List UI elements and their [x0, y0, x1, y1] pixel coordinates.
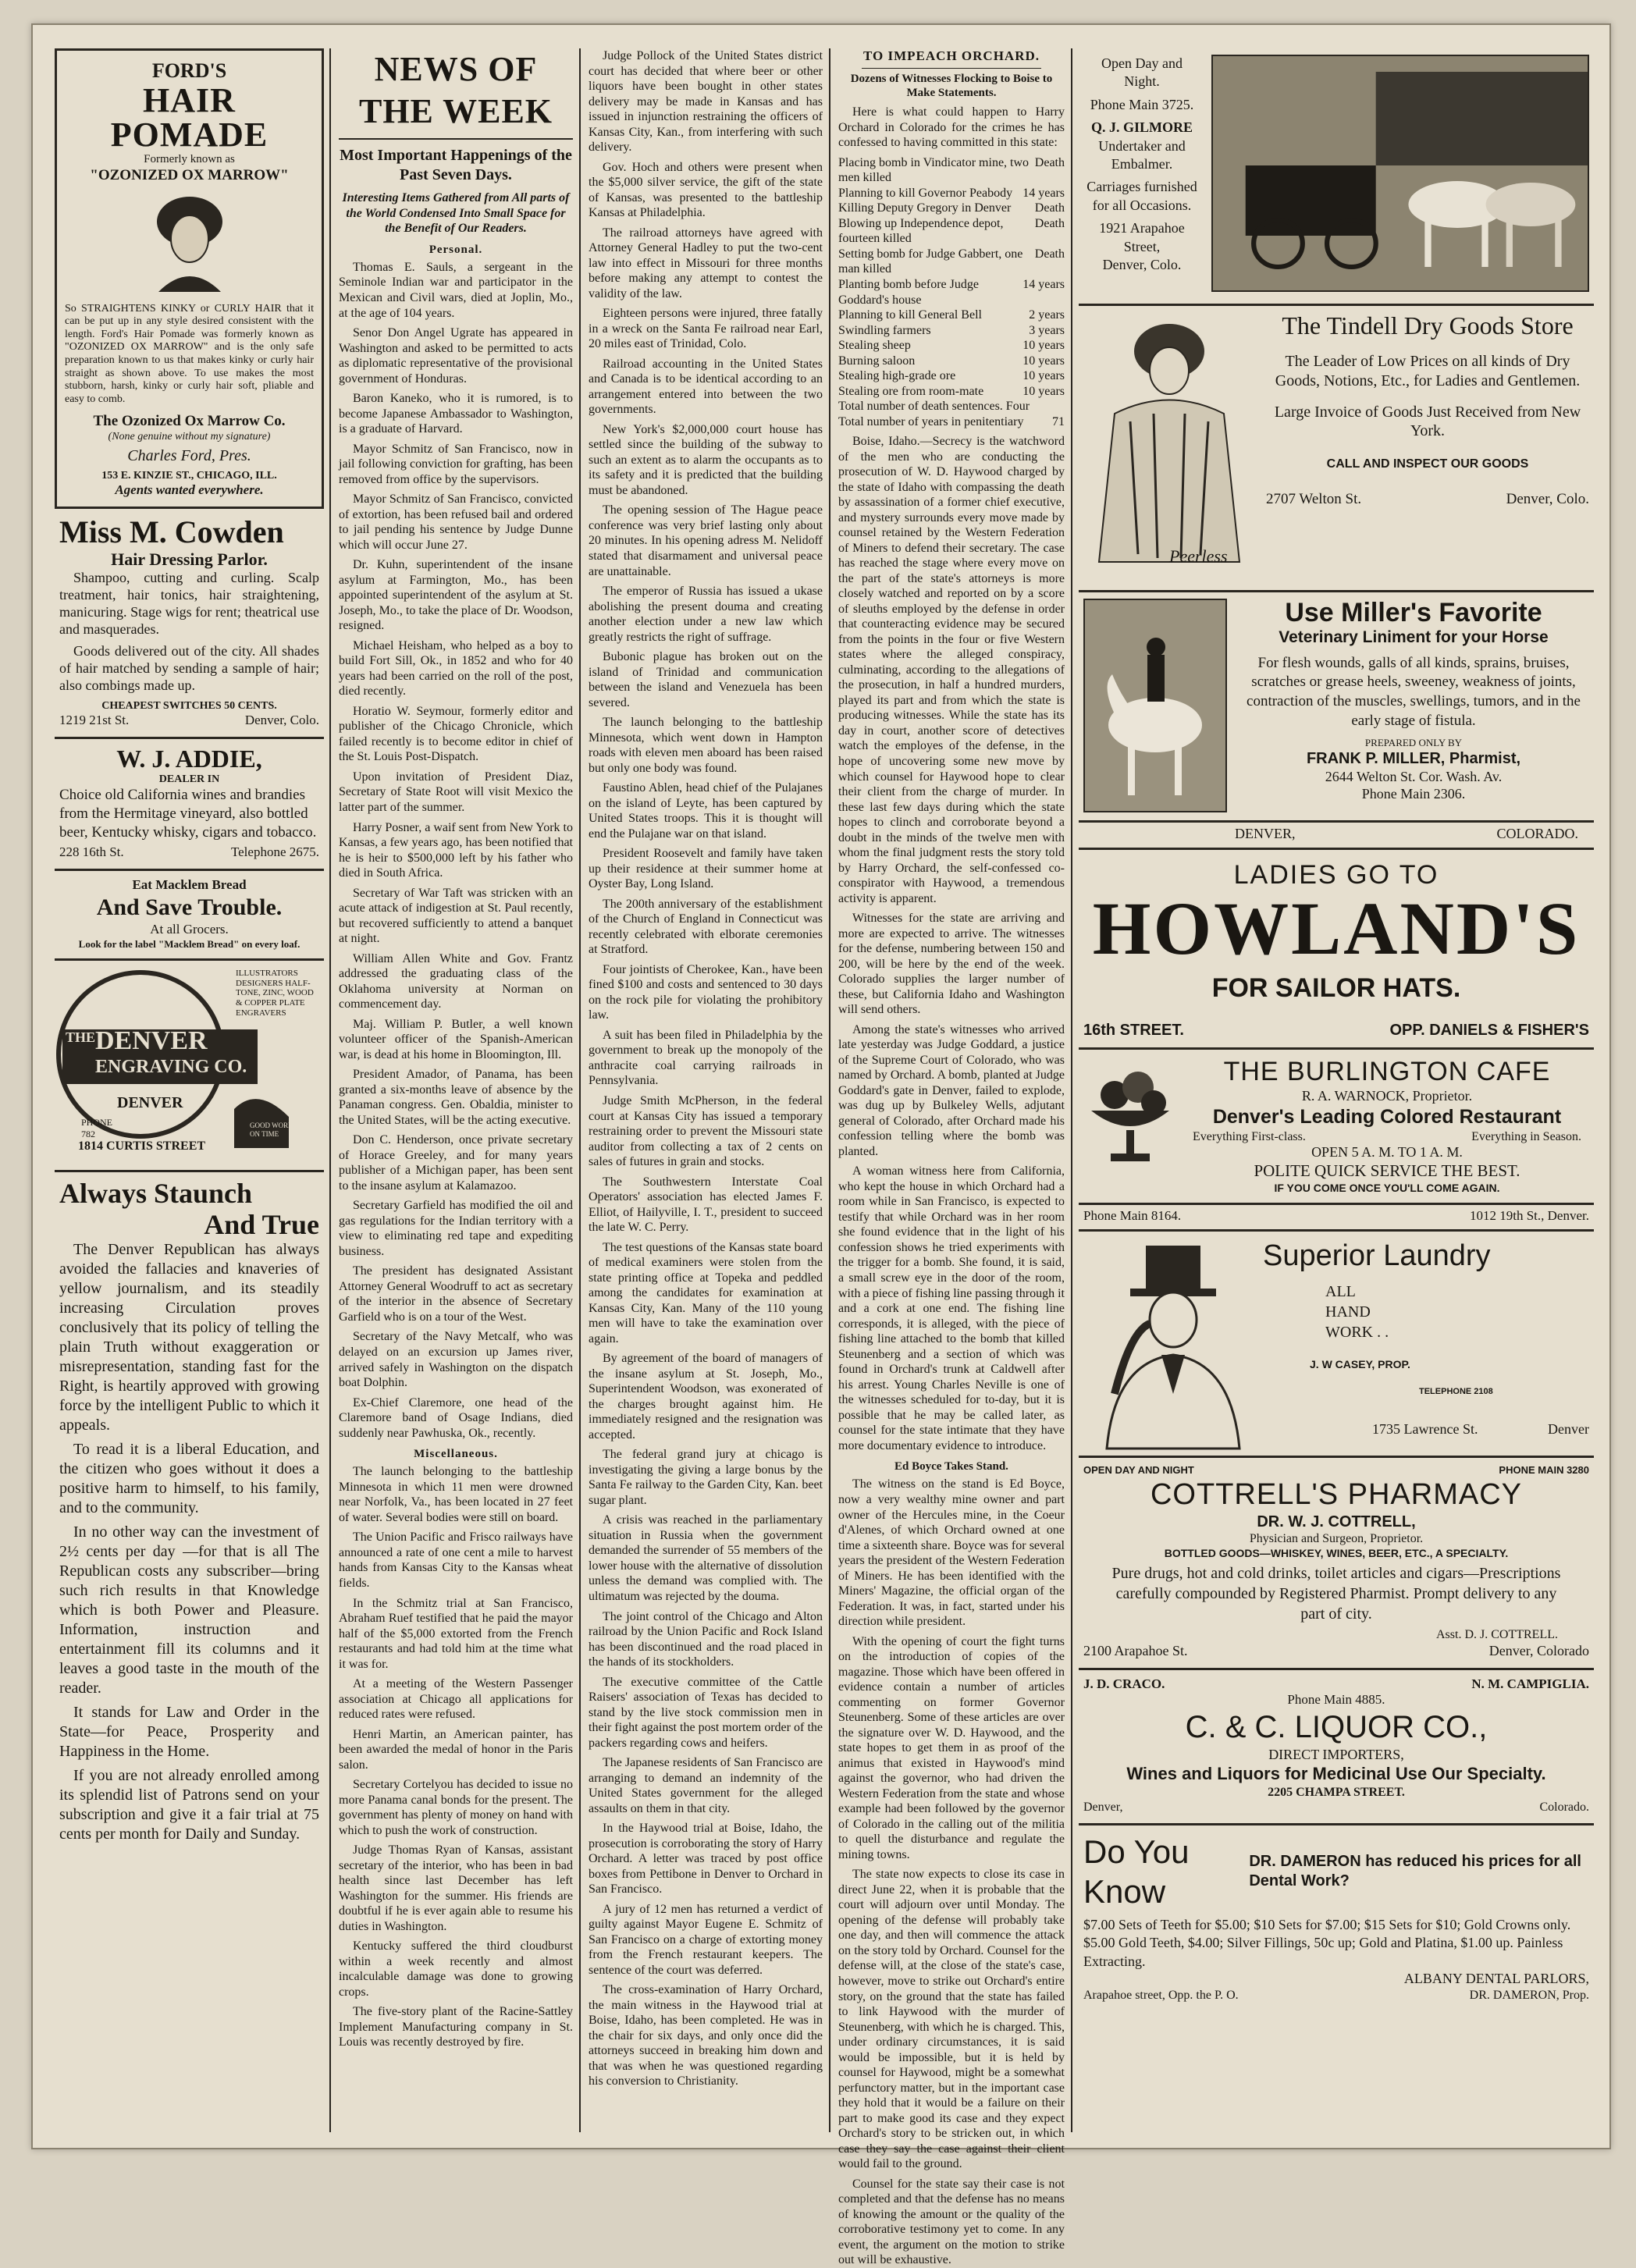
- republican-p2: To read it is a liberal Education, and the citizen who goes without it does a positive harm to himself, to his family, and to the community.: [59, 1441, 319, 1517]
- misc-heading: Miscellaneous.: [414, 1448, 498, 1461]
- horse-rider-icon: [1083, 599, 1227, 812]
- woman-portrait-icon: [65, 190, 314, 297]
- news-item: The joint control of the Chicago and Alton railroad by the Union Pacific and Rock Island has been discontinued and the road placed in the hands of its stockholders.: [589, 1609, 823, 1669]
- misc-item: The Union Pacific and Frisco railways have announced a rate of one cent a mile to harvest hands from Kansas City to the Kansas wheat fields.: [339, 1530, 573, 1590]
- personal-item: Dr. Kuhn, superintendent of the insane asylum at Farmington, Mo., has been appointed superintendent of the asylum at St. Joseph, Mo., to take the place of Dr. Woodson, resigned.: [339, 558, 573, 633]
- addie-body: Choice old California wines and brandies from the Hermitage vineyard, also bottled beer, Kentucky whisky, cigars and tobacco.: [59, 787, 317, 841]
- cottrell-title: Physician and Surgeon, Proprietor.: [1249, 1532, 1424, 1546]
- news-item: The opening session of The Hague peace conference was very brief lasting only about 20 minutes. In his opening adress M. Nelidoff stated that disarmament and universal peace are unattainable.: [589, 503, 823, 578]
- table-row: Total number of death sentences. Four: [838, 400, 1030, 414]
- liquor-street: 2205 CHAMPA STREET.: [1268, 1785, 1405, 1799]
- news-item: The federal grand jury at chicago is investigating the giving a large bonus by the Santa Fe railway to the Garden City, Kan. beet sugar plant.: [589, 1448, 823, 1507]
- engraving-ad: [55, 961, 324, 1172]
- news-item: Eighteen persons were injured, three fatally in a wreck on the Santa Fe railroad near Earl, 20 miles east of Trinidad, Colo.: [589, 307, 823, 351]
- laundry-tel: TELEPHONE 2108: [1419, 1387, 1493, 1397]
- dental-dr: DR. DAMERON, Prop.: [1469, 1989, 1589, 2003]
- tindell-name: The Tindell Dry Goods Store: [1282, 311, 1574, 339]
- table-row: Stealing sheep 10 years: [838, 339, 1065, 353]
- news-item: Judge Pollock of the United States district court has decided that where beer or other liquors have been bought in other states delivery may be made in Kansas and has issued in injunction restraining the officers of Kansas City, Kan., from interfering with such delivery.: [589, 49, 823, 155]
- engraving-services: ILLUSTRATORS DESIGNERS HALF-TONE, ZINC, WOOD & COPPER PLATE ENGRAVERS: [236, 968, 314, 1018]
- republican-title2: And True: [204, 1208, 319, 1240]
- macklem-line3: At all Grocers.: [150, 922, 229, 937]
- laundry-prop: J. W CASEY, PROP.: [1310, 1358, 1410, 1371]
- tindell-caption: Peerless: [1169, 546, 1228, 566]
- tindell-line1: The Leader of Low Prices on all kinds of Dry Goods, Notions, Etc., for Ladies and Gentlemen.: [1275, 353, 1581, 389]
- news-item: A crisis was reached in the parliamentary situation in Russia when the government demanded the surrender of 55 members of the lower house with the alternative of dissolution unless the demand was complied with. The ultimatum was rejected by the douma.: [589, 1513, 823, 1603]
- laundry-ad: [1079, 1232, 1594, 1458]
- cottrell-bottled: BOTTLED GOODS—WHISKEY, WINES, BEER, ETC., A SPECIALTY.: [1164, 1546, 1509, 1559]
- personal-item: Maj. William P. Butler, a well known volunteer officer of the Spanish-American war, is dead at his home in Bloomington, Ill.: [339, 1017, 573, 1061]
- cottrell-city: Denver, Colorado: [1488, 1642, 1589, 1658]
- orchard-paragraph: A woman witness here from California, who kept the house in which Orchard had a room while in San Francisco, is expected to testify that while Orchard was in her room she found evidence that in the light of his confession shows he tried experiments with the trigger for a bomb. She found, it is said, a small screw eye in the door of the room, with a piece of fishing line passing through it and a cork at one end. The fishing line corresponds, it is alleged, with the piece of fishing line attached to the bomb that killed Steunenberg and a section of which was found in Orchard's trunk at Caldwell after his arrest. Young Charles Neville is one of the witnesses scheduled for to-day, but it is possible that he may be called later, as counsel for the state intimate that they have more documentary evidence to introduce.: [838, 1164, 1065, 1452]
- news-item: Four jointists of Cherokee, Kan., have been fined $100 and costs and sentenced to 30 days on the rock pile for violating the prohibitory law.: [589, 962, 823, 1022]
- boyce-paragraph: Counsel for the state say their case is not completed and that the defense has no means of knowing the amount or the quality of the corroborative testimony yet to come. In any event, the argument on the motion to strike out will be exhaustive.: [838, 2177, 1065, 2267]
- cowden-switches: CHEAPEST SWITCHES 50 CENTS.: [101, 700, 277, 712]
- news-item: The Japanese residents of San Francisco are arranging to demand an indemnity of the United States government for the alleged assaults on them in that city.: [589, 1756, 823, 1815]
- news-item: A jury of 12 men has returned a verdict of guilty against Mayor Eugene E. Schmitz of San Francisco on a charge of extorting money from the French restaurant keepers. The sentence of the court was deferred.: [589, 1902, 823, 1977]
- news-item: Bubonic plague has broken out on the island of Trinidad and communication between the island and Venezuela has been severed.: [589, 650, 823, 709]
- miller-city-left: DENVER,: [1235, 825, 1296, 841]
- cowden-city: Denver, Colo.: [244, 713, 319, 728]
- laundry-line3: WORK . .: [1325, 1324, 1389, 1342]
- personal-item: The president has designated Assistant Attorney General Woodruff to act as secretary of the interior in the absence of Secretary Garfield who is on a tour of the West.: [339, 1264, 573, 1324]
- personal-item: Ex-Chief Claremore, one head of the Claremore band of Osage Indians, died suddenly near Pawhuska, Ok., recently.: [339, 1395, 573, 1440]
- pomade-brand: FORD'S: [151, 59, 227, 82]
- column-orchard: [838, 48, 1065, 2267]
- cottrell-dr: DR. W. J. COTTRELL,: [1257, 1513, 1416, 1531]
- column-news-1: [339, 48, 573, 2132]
- pomade-ad: [55, 48, 324, 509]
- news-item: By agreement of the board of managers of the insane asylum at St. Joseph, Mo., Superintendent Woodson, was exonerated of the charges brought against him. He immediately resigned and the resignation was accepted.: [589, 1352, 823, 1441]
- addie-name: W. J. ADDIE,: [116, 744, 262, 773]
- cottrell-open: OPEN DAY AND NIGHT: [1083, 1463, 1194, 1476]
- personal-item: Mayor Schmitz of San Francisco, now in jail following conviction for grafting, has been removed from office by the supervisors.: [339, 442, 573, 486]
- miller-title: Use Miller's Favorite: [1285, 597, 1542, 627]
- news-item: Gov. Hoch and others were present when the $5,000 silver service, the gift of the state of Kansas, was presented to the battleship Kansas at Philadelphia.: [589, 160, 823, 220]
- howland-ad: [1079, 850, 1594, 1050]
- cowden-name: Miss M. Cowden: [59, 514, 284, 549]
- cottrell-address: 2100 Arapahoe St.: [1083, 1642, 1188, 1658]
- news-intro: Interesting Items Gathered from All parts of the World Condensed Into Small Space for the Benefit of Our Readers.: [342, 191, 570, 236]
- personal-item: Secretary Garfield has modified the oil and gas regulations for the Indian territory with a view to eliminating red tape and expediting business.: [339, 1199, 573, 1258]
- boyce-paragraph: The state now expects to close its case in direct June 22, when it is probable that the court will adjourn over until Monday. The opening of the defense will probably take one day, and then will commence the attack on the story told by Orchard. Counsel for the defense will, at the close of the state's case, however, move to strike out Orchard's entire story, on the ground that the state has failed to link Haywood with the murder of Steunenberg, with which he is charged. This, under ordinary circumstances, it is said would be impossible, but it is held by counsel for Haywood, might be a somewhat perfunctory matter, but in the important case they hold that it would be a failure on their part to make good its case and they expect Orchard's story to be stricken out, in which case they say the case against their client would fail to the ground.: [838, 1868, 1065, 2171]
- table-row: Planning to kill Governor Peabody 14 years: [838, 186, 1065, 200]
- personal-item: Horatio W. Seymour, formerly editor and publisher of the Chicago Chronicle, which failed recently is to become editor in chief of the St. Louis Post-Dispatch.: [339, 704, 573, 764]
- engraving-phone: PHONE 782: [81, 1116, 113, 1139]
- orchard-paragraph: Boise, Idaho.—Secrecy is the watchword of the men who are conducting the prosecution of W. D. Haywood charged by the state of Idaho with compassing the death by assassination of a former chief executive, and mystery surrounds every move made by counsel retained by the Western Federation of Miners to defend their secretary. The case has reached the stage where every move on the part of the state's attorneys is more closely watched and reported on by a score of sleuths employed by the defense in order that counteracting evidence may be secured from the points in the four or five Western states where the alleged conspiracy, culminating, according to the allegations of the prosecution, in half a hundred murders, played its part and from which the state is producing witnesses. While the state has its day in court, another score of detectives watch the employes of the defense, in the hope of uncovering some new move by which counsel for Haywood hope to clear their client from the charge of murder. In these last few days during which the state hopes to clinch and corroborate beyond a doubt in the minds of the twelve men with whom the final judgment rests the story told by Harry Orchard, the self-confessed co-conspirator with Haywood, a tremendous activity is apparent.: [838, 435, 1065, 905]
- news-item: The test questions of the Kansas state board of medical examiners were stolen from the state printing office at Topeka and peddled among the candidates for examination at Kansas City, Kan. Many of the 110 young men will have to take the examination over again.: [589, 1240, 823, 1346]
- liquor-sub: DIRECT IMPORTERS,: [1268, 1746, 1404, 1762]
- liquor-right: N. M. CAMPIGLIA.: [1471, 1676, 1589, 1691]
- miller-name: FRANK P. MILLER, Pharmist,: [1306, 750, 1521, 768]
- cottrell-asst: Asst. D. J. COTTRELL.: [1436, 1628, 1558, 1642]
- engraving-name1: DENVER: [95, 1026, 208, 1055]
- liquor-ad: [1079, 1670, 1594, 1825]
- table-row: Stealing ore from room-mate 10 years: [838, 384, 1065, 398]
- news-item: President Roosevelt and family have taken up their residence at their summer home at Oyster Bay, Long Island.: [589, 847, 823, 891]
- news-item: In the Haywood trial at Boise, Idaho, the prosecution is corroborating the story of Harry Orchard. A letter was traced by post office boxes from Pettibone in Denver to Orchard in San Francisco.: [589, 1822, 823, 1897]
- republican-p1: The Denver Republican has always avoided the fallacies and knaveries of yellow journalism, and its steadily increasing Circulation proves conclusively that its policy of telling the plain Truth without exaggeration or misrepresentation, standing fast for the Right, is heartily approved with growing force by the intelligent Public to which it appeals.: [59, 1241, 319, 1434]
- personal-item: Secretary of War Taft was stricken with an acute attack of indigestion at St. Paul recently, but recovered sufficiently to attend a banquet at night.: [339, 886, 573, 946]
- dental-headline: DR. DAMERON has reduced his prices for all Dental Work?: [1249, 1853, 1581, 1889]
- pomade-former-name: "OZONIZED OX MARROW": [90, 167, 289, 184]
- news-item: The emperor of Russia has issued a ukase abolishing the present douma and creating another election under a new law which greatly restricts the right of suffrage.: [589, 585, 823, 644]
- column-news-2: [589, 48, 823, 2132]
- news-item: The cross-examination of Harry Orchard, the main witness in the Haywood trial at Boise, Idaho, has been completed. He was in the chair for six days, and only once did the attorneys succeed in breaking him down and that was when he was questioned regarding his conversion to Christianity.: [589, 1983, 823, 2088]
- liquor-left: J. D. CRACO.: [1083, 1676, 1165, 1691]
- boyce-paragraph: With the opening of court the fight turns on the introduction of copies of the magazine. Those which have been offered in evidence contain a number of articles commenting on former Governor Steunenberg. Some of these articles are over the signature over W. D. Haywood, and the state hopes to get them in as proof of the animus that existed in Haywood's mind against the governor, who had driven the Western Federation from the state and whose example had been followed by the governor of Colorado in the calling out of the militia to quell the disturbance and regulate the mining towns.: [838, 1634, 1065, 1861]
- engraving-city: DENVER: [117, 1093, 183, 1111]
- gilmore-name: Q. J. GILMORE: [1090, 119, 1193, 136]
- burlington-first: Everything First-class.: [1193, 1129, 1306, 1143]
- hearse-photo-icon: [1211, 55, 1589, 292]
- miller-phone: Phone Main 2306.: [1361, 785, 1466, 802]
- macklem-line1: Eat Macklem Bread: [132, 877, 247, 893]
- lady-portrait-icon: [1083, 312, 1255, 582]
- personal-item: Senor Don Angel Ugrate has appeared in Washington and asked to be permitted to acts as diplomatic representative of the provisional government of Honduras.: [339, 326, 573, 386]
- howland-street: 16th STREET.: [1083, 1021, 1184, 1039]
- cottrell-name: COTTRELL'S PHARMACY: [1150, 1477, 1522, 1511]
- column-rule: [329, 48, 331, 2132]
- gilmore-trade: Undertaker and Embalmer.: [1098, 137, 1186, 172]
- pomade-formerly: Formerly known as: [144, 152, 235, 165]
- personal-heading: Personal.: [429, 243, 483, 256]
- news-title: NEWS OF THE WEEK: [339, 48, 573, 140]
- cottrell-phone: PHONE MAIN 3280: [1499, 1463, 1589, 1476]
- dental-title: Do You Know: [1083, 1833, 1190, 1910]
- burlington-season: Everything in Season.: [1471, 1129, 1581, 1143]
- column-rule: [1071, 48, 1072, 2132]
- personal-item: President Amador, of Panama, has been granted a six-months leave of absence by the Panaman congress. Gen. Obaldia, minister to the United States, will be the acting executive.: [339, 1068, 573, 1127]
- burlington-phone: Phone Main 8164.: [1083, 1208, 1182, 1224]
- cottrell-ad: [1079, 1458, 1594, 1670]
- tindell-line2: Large Invoice of Goods Just Received from New York.: [1274, 403, 1581, 440]
- misc-item: Kentucky suffered the third cloudburst within a week recently and almost incalculable damage was done to growing crops.: [339, 1939, 573, 1999]
- howland-line1: LADIES GO TO: [1233, 859, 1439, 890]
- engraving-name2: ENGRAVING CO.: [95, 1056, 247, 1077]
- howland-line3: FOR SAILOR HATS.: [1211, 973, 1461, 1004]
- gilmore-open: Open Day and Night.: [1101, 55, 1183, 90]
- laundry-city: Denver: [1548, 1420, 1589, 1437]
- orchard-paragraph: Witnesses for the state are arriving and more are expected to arrive. The witnesses for the defense, numbering between 150 and 200, will be here by the end of the week. Colorado supplies the larger number of these, but California Idaho and Washington will send others.: [838, 912, 1065, 1017]
- orchard-paragraph: Among the state's witnesses who arrived late yesterday was Judge Goddard, a justice of the Supreme Court of Colorado, who was named by Orchard. A bomb, planted at Judge Goddard's gate in Denver, failed to explode, was dug up by Bulkeley Wells, adjutant general of Colorado, after Orchard made his confession telling where the bomb was planted.: [838, 1022, 1065, 1158]
- news-item: The executive committee of the Cattle Raisers' association of Texas has decided to stand by the live stock commission men in their fight against the post mortem order of the packers regarding cows and heifers.: [589, 1675, 823, 1750]
- table-row: Swindling farmers 3 years: [838, 323, 1065, 337]
- misc-item: Judge Thomas Ryan of Kansas, assistant secretary of the interior, who has been in bad health since last December has left Washington for the summer. His friends are doubtful if he is ever again able to resume his duties in Washington.: [339, 1843, 573, 1933]
- table-row: Total number of years in penitentiary 71: [838, 414, 1065, 428]
- personal-item: Michael Heisham, who helped as a boy to build Fort Sill, Ok., in 1852 and who for 40 years had been carried on the roll of the post, died recently.: [339, 638, 573, 699]
- burlington-prop: R. A. WARNOCK, Proprietor.: [1301, 1088, 1473, 1104]
- pomade-address: 153 E. KINZIE ST., CHICAGO, ILL.: [101, 469, 277, 482]
- news-item: Faustino Ablen, head chief of the Pulajanes on the island of Leyte, has been captured by United States troops. This it is thought will end the Pulajane war on that island.: [589, 781, 823, 841]
- cowden-body: Shampoo, cutting and curling. Scalp treatment, hair tonics, hair straightening, manicuring. Stage wigs for rent; theatrical use and masquerades.: [59, 570, 319, 638]
- cowden-body2: Goods delivered out of the city. All shades of hair matched by sending a sample of hair; also combings made up.: [59, 643, 319, 694]
- burlington-again: IF YOU COME ONCE YOU'LL COME AGAIN.: [1274, 1182, 1500, 1195]
- tindell-city: Denver, Colo.: [1506, 491, 1589, 508]
- gilmore-phone: Phone Main 3725.: [1090, 96, 1194, 112]
- liquor-name: C. & C. LIQUOR CO.,: [1185, 1709, 1488, 1744]
- personal-item: Upon invitation of President Diaz, Secretary of State Root will visit Mexico the latter part of the summer.: [339, 770, 573, 814]
- gilmore-city: Denver, Colo.: [1102, 256, 1182, 272]
- burlington-hours: OPEN 5 A. M. TO 1 A. M.: [1311, 1144, 1463, 1161]
- burlington-service: POLITE QUICK SERVICE THE BEST.: [1254, 1161, 1520, 1181]
- burlington-tag: Denver's Leading Colored Restaurant: [1212, 1106, 1562, 1129]
- pomade-company: The Ozonized Ox Marrow Co.: [93, 413, 286, 430]
- cottrell-body: Pure drugs, hot and cold drinks, toilet articles and cigars—Prescriptions carefully compounded by Registered Pharmist. Prompt delivery to any part of city.: [1111, 1565, 1561, 1623]
- personal-item: Thomas E. Sauls, a sergeant in the Seminole Indian war and participator in the Mexican and Civil wars, died at Joplin, Mo., at the age of 104 years.: [339, 260, 573, 320]
- republican-ad: [55, 1172, 324, 1857]
- engraving-address: 1814 CURTIS STREET: [78, 1139, 206, 1153]
- orchard-intro: Here is what could happen to Harry Orchard in Colorado for the crimes he has confessed to having committed in this state:: [838, 105, 1065, 150]
- pomade-signature: Charles Ford, Pres.: [127, 447, 251, 465]
- gentleman-top-hat-icon: [1083, 1238, 1255, 1448]
- liquor-phone: Phone Main 4885.: [1287, 1692, 1385, 1708]
- tindell-ad: [1079, 306, 1594, 592]
- personal-item: Don C. Henderson, once private secretary of Horace Greeley, and for many years publisher of a Michigan paper, has been sent to the insane asylum at Kalamazoo.: [339, 1133, 573, 1193]
- newspaper-page: [31, 23, 1611, 2267]
- macklem-line4: Look for the label "Macklem Bread" on every loaf.: [78, 938, 301, 951]
- misc-item: In the Schmitz trial at San Francisco, Abraham Ruef testified that he paid the mayor half of the $5,000 extorted from the French restaurants and had told him at the time what it was for.: [339, 1596, 573, 1671]
- tindell-address: 2707 Welton St.: [1266, 491, 1362, 508]
- table-row: Killing Deputy Gregory in Denver Death: [838, 201, 1065, 215]
- news-item: The 200th anniversary of the establishment of the Church of England in Connecticut was recently celebrated with elborate ceremonies at Stratford.: [589, 897, 823, 957]
- personal-item: Mayor Schmitz of San Francisco, convicted of extortion, has been refused bail and ordered to jail pending his sentence by Judge Dunne which will occur June 27.: [339, 492, 573, 552]
- dental-parlors: ALBANY DENTAL PARLORS,: [1403, 1971, 1589, 1987]
- laundry-line2: HAND: [1325, 1303, 1371, 1321]
- column-ads-left: [55, 48, 324, 2132]
- orchard-deck: Dozens of Witnesses Flocking to Boise to Make Statements.: [850, 72, 1053, 100]
- misc-item: Secretary Cortelyou has decided to issue no more Panama canal bonds for the present. The government has plenty of money on hand with which to push the work of construction.: [339, 1778, 573, 1837]
- miller-prepared: PREPARED ONLY BY: [1364, 737, 1463, 749]
- table-row: Planting bomb before Judge Goddard's house 14 years: [838, 278, 1065, 307]
- burlington-name: THE BURLINGTON CAFE: [1223, 1057, 1551, 1087]
- table-row: Burning saloon 10 years: [838, 354, 1065, 368]
- pomade-note: (None genuine without my signature): [108, 431, 271, 443]
- addie-dealer: DEALER IN: [158, 773, 220, 785]
- republican-title1: Always Staunch: [59, 1177, 253, 1209]
- burlington-ad: [1079, 1050, 1594, 1205]
- addie-phone: Telephone 2675.: [230, 844, 319, 860]
- news-item: New York's $2,000,000 court house has settled since the building of the subway to such an extent as to alarm the occupants as to its safety and it is predicted that the building must be abandoned.: [589, 422, 823, 497]
- personal-item: William Allen White and Gov. Frantz addressed the graduating class of the Oklahoma university at Norman on commencement day.: [339, 951, 573, 1011]
- tindell-call: CALL AND INSPECT OUR GOODS: [1326, 457, 1529, 471]
- cowden-title: Hair Dressing Parlor.: [111, 549, 268, 569]
- news-item: The Southwestern Interstate Coal Operators' association has elected James F. Elliot, of Hailyville, I. T., president to succeed the late W. C. Perry.: [589, 1175, 823, 1235]
- liquor-tag: Wines and Liquors for Medicinal Use Our Specialty.: [1126, 1763, 1546, 1783]
- republican-p5: If you are not already enrolled among its splendid list of Patrons send on your subscription and give it a fair trial at 75 cents per month for Daily and Sunday.: [59, 1767, 319, 1843]
- dental-address: Arapahoe street, Opp. the P. O.: [1083, 1989, 1239, 2003]
- misc-item: At a meeting of the Western Passenger association at Chicago all applications for reduced rates were refused.: [339, 1677, 573, 1722]
- news-item: The launch belonging to the battleship Minnesota, which went down in Hampton roads with eleven men aboard has been raised but only one body was found.: [589, 716, 823, 775]
- miller-body: For flesh wounds, galls of all kinds, sprains, bruises, scratches or grease heels, sweeney, weakness of joints, contraction of the muscles, swellings, tumors, and in the early stage of fistula.: [1247, 654, 1581, 729]
- cowden-ad: [55, 509, 324, 739]
- cowden-address: 1219 21st St.: [59, 713, 130, 728]
- table-row: Blowing up Independence depot, fourteen killed Death: [838, 216, 1065, 246]
- engraving-the: THE: [66, 1029, 96, 1045]
- laundry-line1: ALL: [1325, 1283, 1356, 1301]
- table-row: Planning to kill General Bell 2 years: [838, 308, 1065, 322]
- crimes-table: [838, 155, 1065, 429]
- column-ads-right: [1079, 48, 1594, 2132]
- news-item: Railroad accounting in the United States and Canada is to be identical according to an arrangement entered into between the two governments.: [589, 357, 823, 417]
- misc-item: The launch belonging to the battleship Minnesota in which 11 men were drowned near Norfolk, Va., has been located in 27 feet of water. Several bodies were still on board.: [339, 1465, 573, 1524]
- miller-address: 2644 Welton St. Cor. Wash. Av.: [1325, 768, 1503, 784]
- boyce-paragraph: The witness on the stand is Ed Boyce, now a very wealthy mine owner and part owner of the Hercules mine, in the Coeur d'Alenes, of which Orchard owned at one time a sixteenth share. Boyce was for several years the president of the Western Federation of Miners. He has been identified with the Miners' Magazine, the official organ of the Federation. It was, in fact, started under his direction while president.: [838, 1477, 1065, 1629]
- addie-address: 228 16th St.: [59, 844, 124, 860]
- howland-opp: OPP. DANIELS & FISHER'S: [1389, 1021, 1589, 1039]
- personal-item: Secretary of the Navy Metcalf, who was delayed on an excursion up James river, arrived safely in Washington on the dispatch boat Dolphin.: [339, 1330, 573, 1390]
- gilmore-address: 1921 Arapahoe Street,: [1099, 220, 1185, 254]
- table-row: Stealing high-grade ore 10 years: [838, 369, 1065, 383]
- laundry-name: Superior Laundry: [1263, 1239, 1491, 1272]
- dental-ad: [1079, 1825, 1594, 2011]
- orchard-title: TO IMPEACH ORCHARD.: [863, 48, 1040, 63]
- news-item: The railroad attorneys have agreed with Attorney General Hadley to put the two-cent law into effect in Missouri for three months before making any attempt to contest the validity of the law.: [589, 226, 823, 300]
- republican-p3: In no other way can the investment of 2½ cents per day —for that is all The Republican costs any subscriber—bring such rich results in that Knowledge which is both Power and Pleasure. Information, instruction and entertainment fill its columns and it leaves a good taste in the mouth of the reader.: [59, 1523, 319, 1697]
- miller-ad: [1079, 592, 1594, 823]
- macklem-ad: [55, 871, 324, 961]
- news-item: A suit has been filed in Philadelphia by the government to break up the monopoly of the anthracite coal carrying railroads in Pennsylvania.: [589, 1028, 823, 1088]
- misc-item: Henri Martin, an American painter, has been awarded the medal of honor in the Paris salon.: [339, 1727, 573, 1772]
- pomade-wanted: Agents wanted everywhere.: [115, 482, 264, 497]
- column-rule: [829, 48, 830, 2132]
- macklem-line2: And Save Trouble.: [96, 894, 283, 920]
- engraving-motto: GOOD WORK ON TIME: [250, 1121, 293, 1138]
- personal-item: Harry Posner, a waif sent from New York to Kansas, a few years ago, has been notified that he is heir to $500,000 left by his father who died in South Africa.: [339, 820, 573, 880]
- personal-item: Baron Kaneko, who it is rumored, is to become Japanese Ambassador to Washington, is a graduate of Harvard.: [339, 392, 573, 436]
- burlington-address: 1012 19th St., Denver.: [1470, 1208, 1589, 1224]
- liquor-city-right: Colorado.: [1539, 1801, 1589, 1815]
- gilmore-carriages: Carriages furnished for all Occasions.: [1087, 179, 1197, 213]
- dental-body: $7.00 Sets of Teeth for $5.00; $10 Sets for $7.00; $15 Sets for $10; Gold Crowns only. $5.00 Gold Teeth, $4.00; Silver Fillings, 50c up; Gold and Platina, $1.00 up. Painless Extracting.: [1083, 1917, 1571, 1969]
- table-row: Setting bomb for Judge Gabbert, one man killed Death: [838, 247, 1065, 276]
- liquor-city-left: Denver,: [1083, 1801, 1123, 1815]
- howland-name: HOWLAND'S: [1092, 887, 1581, 971]
- gilmore-ad: [1079, 48, 1594, 306]
- fruit-bowl-icon: [1083, 1056, 1177, 1195]
- pomade-product: HAIR POMADE: [110, 80, 269, 154]
- laundry-address: 1735 Lawrence St.: [1372, 1420, 1478, 1437]
- miller-sub: Veterinary Liniment for your Horse: [1279, 628, 1549, 647]
- miller-city-right: COLORADO.: [1496, 825, 1578, 841]
- table-row: Placing bomb in Vindicator mine, two men killed Death: [838, 155, 1065, 185]
- news-deck: Most Important Happenings of the Past Seven Days.: [340, 147, 572, 183]
- boyce-heading: Ed Boyce Takes Stand.: [894, 1460, 1008, 1473]
- news-item: Judge Smith McPherson, in the federal court at Kansas City has issued a temporary restraining order to prevent the Missouri state auditor from collecting a tax of 2 cents on sales of futures in grain and stocks.: [589, 1094, 823, 1169]
- column-rule: [579, 48, 581, 2132]
- pomade-body: So STRAIGHTENS KINKY or CURLY HAIR that it can be put up in any style desired consistent with the length. Ford's Hair Pomade was formerly known as "OZONIZED OX MARROW" and is the only safe preparation known to us that makes kinky or curly hair straight as shown above. To use makes the most stubborn, harsh, kinky or curly hair soft, pliable and easy to comb.: [65, 302, 314, 405]
- republican-p4: It stands for Law and Order in the State—for Peace, Prosperity and Happiness in the Home.: [59, 1704, 319, 1761]
- misc-item: The five-story plant of the Racine-Sattley Implement Manufacturing company in St. Louis was recently destroyed by fire.: [339, 2005, 573, 2049]
- addie-ad: [55, 739, 324, 871]
